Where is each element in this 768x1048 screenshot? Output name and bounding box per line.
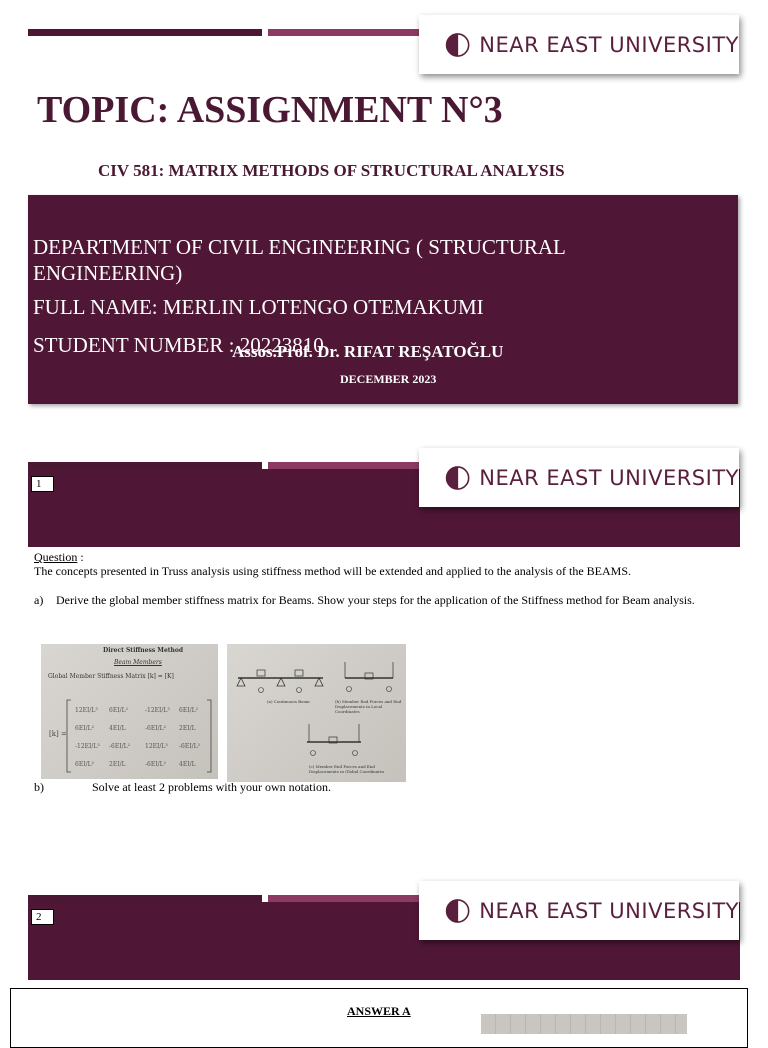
university-emblem-icon (445, 454, 470, 502)
department-text: DEPARTMENT OF CIVIL ENGINEERING ( STRUCTURAL ENGINEERING) (33, 235, 566, 285)
university-name: NEAR EAST UNIVERSITY (479, 32, 739, 57)
university-logo (419, 881, 739, 940)
photo-matrix-label: Global Member Stiffness Matrix [k] = [K] (48, 673, 174, 680)
global-coords-sketch (299, 718, 369, 760)
photo-heading: Direct Stiffness Method (103, 647, 184, 654)
university-emblem-icon (445, 887, 470, 935)
svg-text:-6EI/L²: -6EI/L² (145, 725, 167, 732)
svg-text:2EI/L: 2EI/L (109, 761, 126, 768)
question-intro: The concepts presented in Truss analysis using stiffness method will be extended and applied to the analysis of the BEAMS. (34, 564, 632, 578)
svg-text:-6EI/L²: -6EI/L² (179, 743, 201, 750)
title-info-panel (28, 195, 738, 404)
item-b-text: Solve at least 2 problems with your own notation. (92, 780, 331, 794)
university-logo (419, 448, 739, 507)
full-name-text: FULL NAME: MERLIN LOTENGO OTEMAKUMI (33, 295, 484, 319)
student-number-text: STUDENT NUMBER : 20223810 (33, 333, 324, 357)
svg-text:-12EI/L³: -12EI/L³ (145, 707, 170, 714)
svg-text:6EI/L²: 6EI/L² (179, 707, 198, 714)
decor-bar-right (268, 895, 420, 902)
svg-text:-6EI/L²: -6EI/L² (145, 761, 167, 768)
decor-bar-right (268, 29, 420, 36)
beam-diagram-photo (227, 644, 406, 782)
university-logo (419, 15, 739, 74)
decor-bar-left (28, 895, 262, 902)
university-name: NEAR EAST UNIVERSITY (479, 465, 739, 490)
date-text: DECEMBER 2023 (340, 372, 437, 386)
slide-number: 1 (31, 476, 54, 492)
item-b-marker: b) (34, 780, 44, 794)
svg-text:4EI/L: 4EI/L (179, 761, 196, 768)
svg-text:6EI/L²: 6EI/L² (75, 761, 94, 768)
page-title: TOPIC: ASSIGNMENT N°3 (37, 89, 503, 131)
answer-box (10, 988, 748, 1048)
continuous-beam-sketch (233, 656, 328, 696)
course-title: CIV 581: MATRIX METHODS OF STRUCTURAL ANALYSIS (98, 161, 565, 180)
question-heading (34, 550, 734, 564)
svg-text:[k] =: [k] = (49, 730, 67, 738)
decor-bar-right (268, 462, 420, 469)
question-label: Question (34, 550, 78, 564)
question-colon: : (77, 550, 84, 564)
decor-bar-left (28, 29, 262, 36)
svg-text:-6EI/L²: -6EI/L² (109, 743, 131, 750)
stiffness-matrix-photo (41, 644, 218, 779)
question-block (34, 550, 734, 578)
professor-text: Assos.Prof. Dr. RIFAT REŞATOĞLU (232, 342, 504, 361)
caption-c: (c) Member End Forces and End Displacements in Global Coordinates (309, 764, 385, 774)
slide-number: 2 (31, 909, 54, 925)
item-a-text: Derive the global member stiffness matrix for Beams. Show your steps for the application of the Stiffness method for Beam analysis. (56, 593, 695, 607)
svg-text:12EI/L³: 12EI/L³ (75, 707, 98, 714)
svg-text:12EI/L³: 12EI/L³ (145, 743, 168, 750)
svg-text:2EI/L: 2EI/L (179, 725, 196, 732)
stiffness-matrix-sketch (47, 694, 212, 776)
university-emblem-icon (445, 21, 470, 69)
caption-a: (a) Continuous Beam (267, 699, 310, 704)
svg-text:4EI/L: 4EI/L (109, 725, 126, 732)
caption-b: (b) Member End Forces and End Displacements in Local Coordinates (335, 699, 402, 714)
answer-heading: ANSWER A (347, 1004, 411, 1018)
svg-text:6EI/L²: 6EI/L² (109, 707, 128, 714)
svg-text:-12EI/L³: -12EI/L³ (75, 743, 100, 750)
answer-photo (481, 1014, 687, 1034)
local-coords-sketch (337, 656, 401, 696)
item-a-marker: a) (34, 593, 44, 607)
photo-subheading: Beam Members (114, 659, 162, 666)
svg-text:6EI/L²: 6EI/L² (75, 725, 94, 732)
decor-bar-left (28, 462, 262, 469)
university-name: NEAR EAST UNIVERSITY (479, 898, 739, 923)
